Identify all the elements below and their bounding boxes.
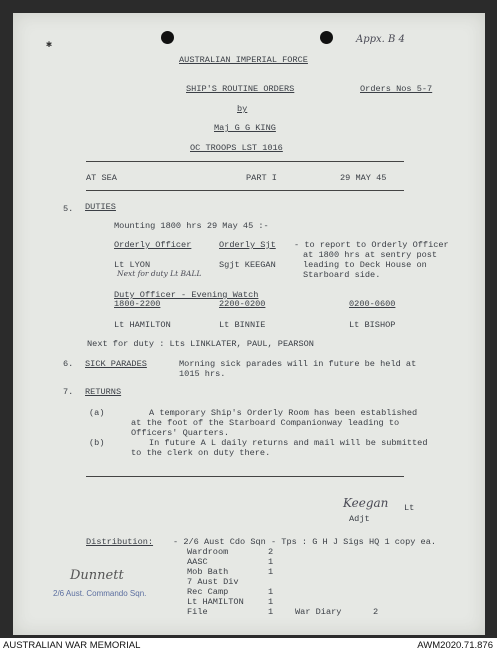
issuing-officer: Maj G G KING: [214, 123, 276, 133]
section-5-title: DUTIES: [85, 202, 116, 212]
distribution-row-name: 7 Aust Div: [187, 577, 239, 587]
distribution-row-name: AASC: [187, 557, 208, 567]
archive-footer: [0, 638, 497, 653]
next-for-duty: Next for duty : Lts LINKLATER, PAUL, PEARSON: [87, 339, 314, 349]
distribution-row-name: File: [187, 607, 208, 617]
rule-top: [86, 161, 404, 162]
distribution-row-name: Wardroom: [187, 547, 229, 557]
part-label: PART I: [246, 173, 277, 183]
punch-hole-right: [320, 31, 333, 44]
orderly-sjt-heading: Orderly Sjt: [219, 240, 276, 250]
footer-institution: AUSTRALIAN WAR MEMORIAL: [3, 640, 141, 651]
orderly-officer-name: Lt LYON: [114, 260, 151, 270]
item-a-line-1: A temporary Ship's Orderly Room has been established: [149, 408, 418, 418]
punch-hole-left: [161, 31, 174, 44]
adjutant-signature: Keegan: [343, 496, 389, 510]
by-line: by: [237, 104, 248, 114]
watch-officer-1: Lt HAMILTON: [114, 320, 171, 330]
distribution-row-qty: 1: [268, 607, 274, 617]
watch-officer-2: Lt BINNIE: [219, 320, 266, 330]
distribution-row-qty: 1: [268, 557, 274, 567]
sick-parade-line-2: 1015 hrs.: [179, 369, 226, 379]
distribution-row-name: Lt HAMILTON: [187, 597, 244, 607]
duty-officer-heading: Duty Officer - Evening Watch: [114, 290, 259, 300]
distribution-first: - 2/6 Aust Cdo Sqn - Tps : G H J Sigs HQ 1 copy ea.: [173, 537, 437, 547]
section-6-title: SICK PARADES: [85, 359, 147, 369]
report-line-2: at 1800 hrs at sentry post: [303, 250, 438, 260]
signature-rank: Lt: [404, 503, 415, 513]
item-b-line-1: In future A L daily returns and mail will be submitted: [149, 438, 428, 448]
unit-line: OC TROOPS LST 1016: [190, 143, 283, 153]
war-diary-qty: 2: [373, 607, 379, 617]
ink-mark: ✱: [46, 40, 53, 51]
signature-role: Adjt: [349, 514, 370, 524]
mounting-line: Mounting 1800 hrs 29 May 45 :-: [114, 221, 269, 231]
annotation-appendix: Appx. B 4: [356, 34, 405, 45]
orders-title: SHIP'S ROUTINE ORDERS: [186, 84, 295, 94]
report-line-3: leading to Deck House on: [303, 260, 427, 270]
document-page: [13, 13, 485, 635]
unit-stamp: 2/6 Aust. Commando Sqn.: [53, 589, 147, 598]
item-a-line-2: at the foot of the Starboard Companionway leading to: [131, 418, 400, 428]
watch-time-2: 2200-0200: [219, 299, 266, 309]
rule-bottom: [86, 190, 404, 191]
section-5-number: 5.: [63, 204, 74, 214]
war-diary-label: War Diary: [295, 607, 342, 617]
watch-time-1: 1800-2200: [114, 299, 161, 309]
stamp-signature: Dunnett: [70, 568, 124, 583]
banner-date: 29 MAY 45: [340, 173, 387, 183]
item-b-line-2: to the clerk on duty there.: [131, 448, 271, 458]
item-b-label: (b): [89, 438, 105, 448]
orders-number: Orders Nos 5-7: [360, 84, 433, 94]
handwritten-next-duty: Next for duty Lt BALL: [117, 269, 202, 278]
rule-end: [86, 476, 404, 477]
section-7-number: 7.: [63, 387, 74, 397]
report-line-1: - to report to Orderly Officer: [294, 240, 449, 250]
distribution-label: Distribution:: [86, 537, 154, 547]
section-6-number: 6.: [63, 359, 74, 369]
distribution-row-name: Rec Camp: [187, 587, 229, 597]
orderly-sjt-name: Sgjt KEEGAN: [219, 260, 276, 270]
distribution-row-name: Mob Bath: [187, 567, 229, 577]
sick-parade-line-1: Morning sick parades will in future be held at: [179, 359, 417, 369]
distribution-row-qty: 1: [268, 597, 274, 607]
watch-time-3: 0200-0600: [349, 299, 396, 309]
report-line-4: Starboard side.: [303, 270, 381, 280]
distribution-row-qty: 1: [268, 587, 274, 597]
item-a-label: (a): [89, 408, 105, 418]
section-7-title: RETURNS: [85, 387, 122, 397]
footer-accession: AWM2020.71.876: [417, 640, 493, 651]
distribution-row-qty: 2: [268, 547, 274, 557]
watch-officer-3: Lt BISHOP: [349, 320, 396, 330]
location: AT SEA: [86, 173, 117, 183]
distribution-row-qty: 1: [268, 567, 274, 577]
force-heading: AUSTRALIAN IMPERIAL FORCE: [179, 55, 308, 65]
item-a-line-3: Officers' Quarters.: [131, 428, 229, 438]
orderly-officer-heading: Orderly Officer: [114, 240, 192, 250]
